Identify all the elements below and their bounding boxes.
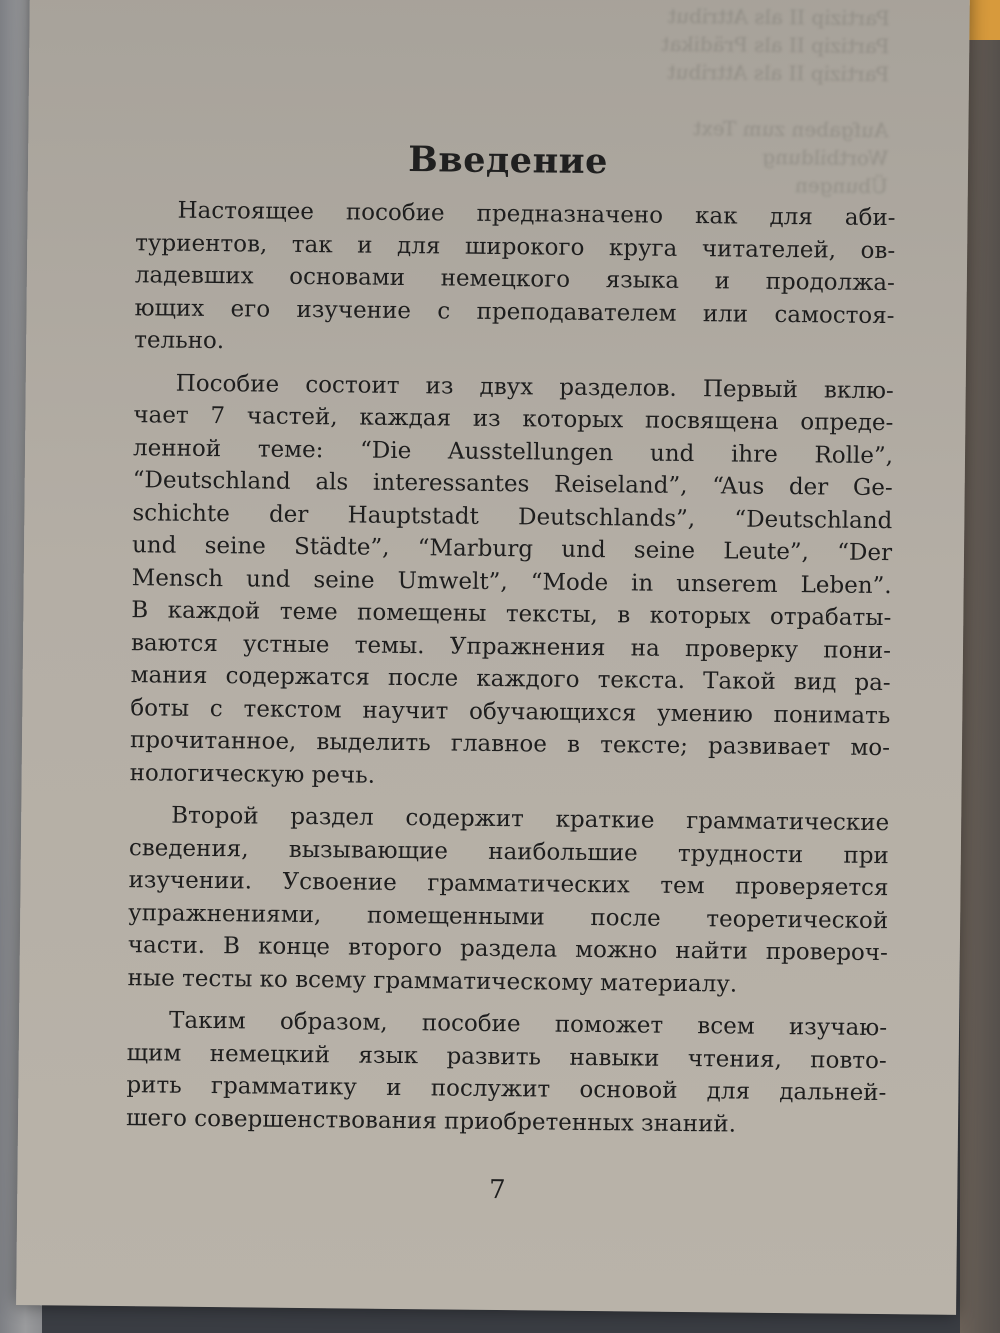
text-line: туриентов, так и для широкого круга читателей, ов- bbox=[135, 229, 896, 264]
text-line: рить грамматику и послужит основой для дальней- bbox=[126, 1072, 887, 1107]
text-line: “Deutschland als interessantes Reiseland”, “Aus der Ge- bbox=[132, 467, 893, 502]
text-line: ные тесты ко всему грамматическому материалу. bbox=[127, 964, 738, 998]
text-line: Mensch und seine Umwelt”, “Mode in unserem Leben”. bbox=[131, 564, 892, 599]
bleed-line: Aufgaben zum Text bbox=[693, 116, 889, 143]
text-line: ленной теме: “Die Ausstellungen und ihre Rolle”, bbox=[132, 434, 894, 469]
text-line: боты с текстом научит обучающихся умению понимать bbox=[130, 694, 891, 729]
text-line: schichte der Hauptstadt Deutschlands”, “Deutschland bbox=[132, 499, 893, 534]
bleed-line: Übungen bbox=[794, 173, 888, 199]
text-line: щим немецкий язык развить навыки чтения, повто- bbox=[126, 1039, 887, 1074]
text-line: ющих его изучение с преподавателем или самостоя- bbox=[134, 294, 895, 329]
text-line: тельно. bbox=[134, 327, 225, 355]
text-line: Таким образом, пособие поможет всем изучаю- bbox=[168, 1007, 888, 1042]
bleed-line: Wortbildung bbox=[762, 144, 889, 171]
text-line: ваются устные темы. Упражнения на проверку пони- bbox=[130, 629, 892, 664]
paragraph bbox=[127, 799, 889, 1002]
body-text bbox=[126, 194, 896, 1152]
text-line: Второй раздел содержит краткие грамматические bbox=[171, 802, 890, 837]
bleed-line: Partizip II als Attribut bbox=[667, 3, 890, 31]
bleed-line: Partizip II als Prädikat bbox=[661, 31, 890, 59]
paragraph bbox=[126, 1004, 887, 1142]
text-line: прочитанное, выделить главное в тексте; развивает мо- bbox=[129, 727, 891, 762]
text-line: чает 7 частей, каждая из которых посвящена опреде- bbox=[133, 402, 894, 437]
text-line: мания содержатся после каждого текста. Такой вид ра- bbox=[130, 662, 891, 697]
text-line: шего совершенствования приобретенных знаний. bbox=[125, 1104, 737, 1138]
paragraph bbox=[134, 194, 896, 364]
paragraph bbox=[130, 367, 894, 797]
text-line: сведения, вызывающие наибольшие трудности при bbox=[128, 834, 889, 869]
text-line: Пособие состоит из двух разделов. Первый вклю- bbox=[175, 370, 894, 404]
text-line: ладевших основами немецкого языка и продолжа- bbox=[134, 262, 895, 297]
page-number: 7 bbox=[488, 1174, 506, 1206]
text-line: части. В конце второго раздела можно найти провероч- bbox=[127, 932, 888, 967]
text-line: В каждой теме помещены тексты, в которых отрабаты- bbox=[131, 597, 892, 632]
text-line: Настоящее пособие предназначено как для аби- bbox=[177, 197, 896, 232]
text-line: und seine Städte”, “Marburg und seine Leute”, “Der bbox=[131, 532, 893, 567]
bleed-line bbox=[469, 84, 889, 116]
page-title: Введение bbox=[408, 139, 609, 183]
text-line: упражнениями, помещенными после теоретической bbox=[128, 899, 889, 934]
text-line: нологическую речь. bbox=[129, 759, 376, 789]
text-line: изучении. Усвоение грамматических тем проверяется bbox=[128, 867, 889, 902]
book-page bbox=[16, 0, 970, 1315]
bleed-line: Partizip II als Attribut bbox=[667, 59, 890, 87]
